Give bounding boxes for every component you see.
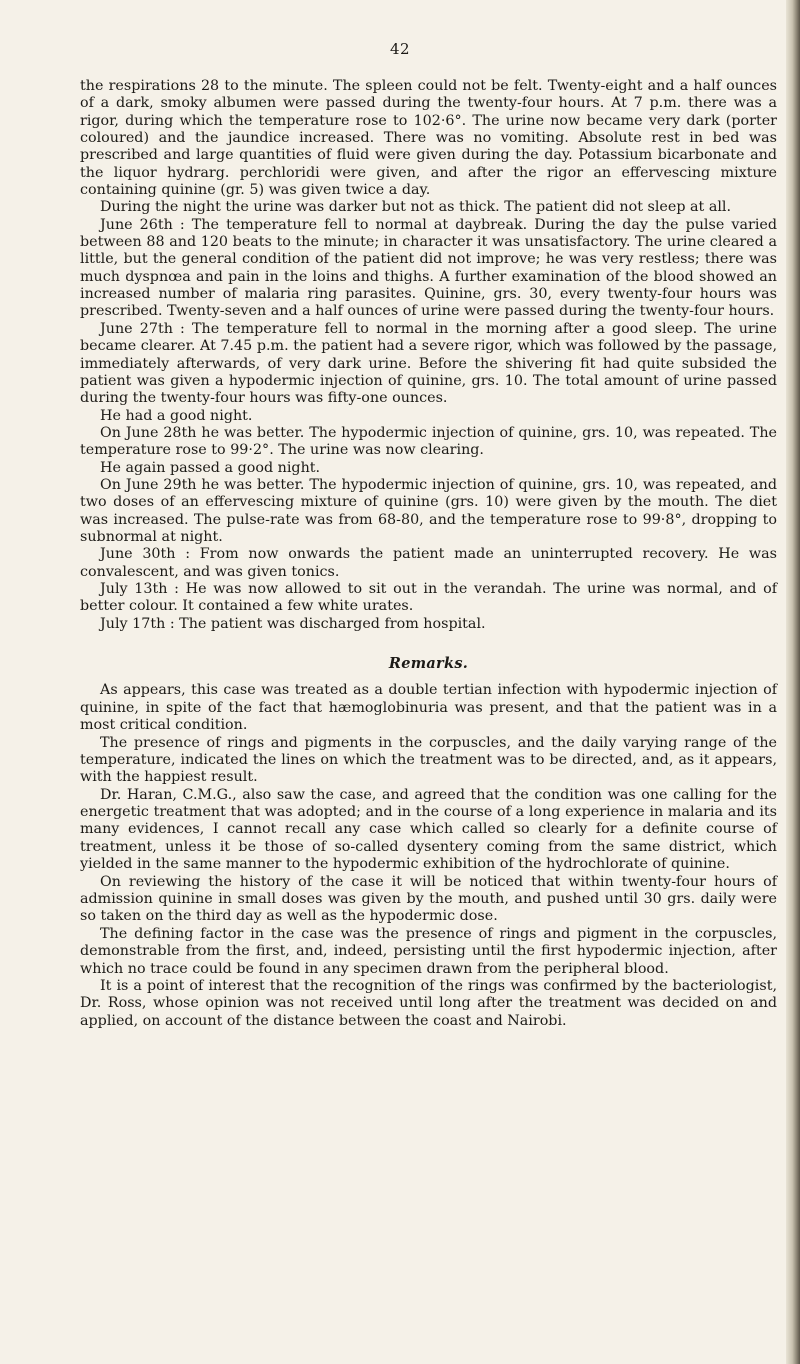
paragraph: He again passed a good night. — [100, 459, 321, 476]
remarks-heading: Remarks. — [388, 655, 469, 672]
page-edge-shadow — [786, 0, 800, 1364]
paragraph: During the night the urine was darker but not as thick. The patient did not sleep at all. — [100, 199, 732, 216]
paragraph: July 13th : He was now allowed to sit out in the verandah. The urine was normal, and of better colour. It contained a few white urates. — [80, 580, 777, 615]
paragraph: On June 28th he was better. The hypodermic injection of quinine, grs. 10, was repeated. The temperature rose to 99·2°. The urine was now clearing. — [80, 424, 777, 459]
remarks-paragraph: The presence of rings and pigments in the corpuscles, and the daily varying range of the temperature, indicated the lines on which the treatment was to be directed, and, as it appears, with the happiest result. — [80, 734, 777, 786]
paragraph: July 17th : The patient was discharged from hospital. — [100, 615, 486, 632]
page-number: 42 — [389, 40, 411, 58]
paragraph: June 27th : The temperature fell to normal in the morning after a good sleep. The urine became clearer. At 7.45 p.m. the patient had a severe rigor, which was followed by the passage, immediately afterwards, of very dark urine. Before the shivering fit had quite subsided the patient was given a hypodermic injection of quinine, grs. 10. The total amount of urine passed during the twenty-four hours was fifty-one ounces. — [80, 320, 777, 407]
paragraph: the respirations 28 to the minute. The spleen could not be felt. Twenty-eight and a half ounces of a dark, smoky albumen were passed during the twenty-four hours. At 7 p.m. there was a rigor, during which the temperature rose to 102·6°. The urine now became very dark (porter coloured) and the jaundice increased. There was no vomiting. Absolute rest in bed was prescribed and large quantities of fluid were given during the day. Potassium bicarbonate and the liquor hydrarg. perchloridi were given, and after the rigor an effervescing mixture containing quinine (gr. 5) was given twice a day. — [80, 78, 777, 199]
paragraph: He had a good night. — [100, 407, 253, 424]
paragraph: June 30th : From now onwards the patient made an uninterrupted recovery. He was convalescent, and was given tonics. — [80, 546, 777, 580]
remarks-paragraph: The defining factor in the case was the presence of rings and pigment in the corpuscles, demonstrable from the first, and, indeed, persisting until the first hypodermic injection, after which no trace could be found in any specimen drawn from the peripheral blood. — [80, 925, 777, 977]
paragraph: June 26th : The temperature fell to normal at daybreak. During the day the pulse varied between 88 and 120 beats to the minute; in character it was unsatisfactory. The urine cleared a little, but the general condition of the patient did not improve; he was very restless; there was much dyspnœa and pain in the loins and thighs. A further examination of the blood showed an increased number of malaria ring parasites. Quinine, grs. 30, every twenty-four hours was prescribed. Twenty-seven and a half ounces of urine were passed during the twenty-four hours. — [80, 216, 777, 320]
remarks-paragraph: Dr. Haran, C.M.G., also saw the case, and agreed that the condition was one calling for the energetic treatment that was adopted; and in the course of a long experience in malaria and its many evidences, I cannot recall any case which called so clearly for a definite course of treatment, unless it be those of so-called dysentery coming from the same district, which yielded in the same manner to the hypodermic exhibition of the hydrochlorate of quinine. — [80, 786, 777, 873]
remarks-paragraph: It is a point of interest that the recognition of the rings was confirmed by the bacteriologist, Dr. Ross, whose opinion was not received until long after the treatment was decided on and applied, on account of the distance between the coast and Nairobi. — [80, 978, 777, 1029]
remarks-paragraph: As appears, this case was treated as a double tertian infection with hypodermic injection of quinine, in spite of the fact that hæmoglobinuria was present, and that the patient was in a most critical condition. — [80, 682, 777, 734]
remarks-paragraph: On reviewing the history of the case it will be noticed that within twenty-four hours of admission quinine in small doses was given by the mouth, and pushed until 30 grs. daily were so taken on the third day as well as the hypodermic dose. — [80, 873, 777, 925]
body-text — [80, 78, 777, 1030]
paragraph: On June 29th he was better. The hypodermic injection of quinine, grs. 10, was repeated, and two doses of an effervescing mixture of quinine (grs. 10) were given by the mouth. The diet was increased. The pulse-rate was from 68-80, and the temperature rose to 99·8°, dropping to subnormal at night. — [80, 476, 777, 545]
